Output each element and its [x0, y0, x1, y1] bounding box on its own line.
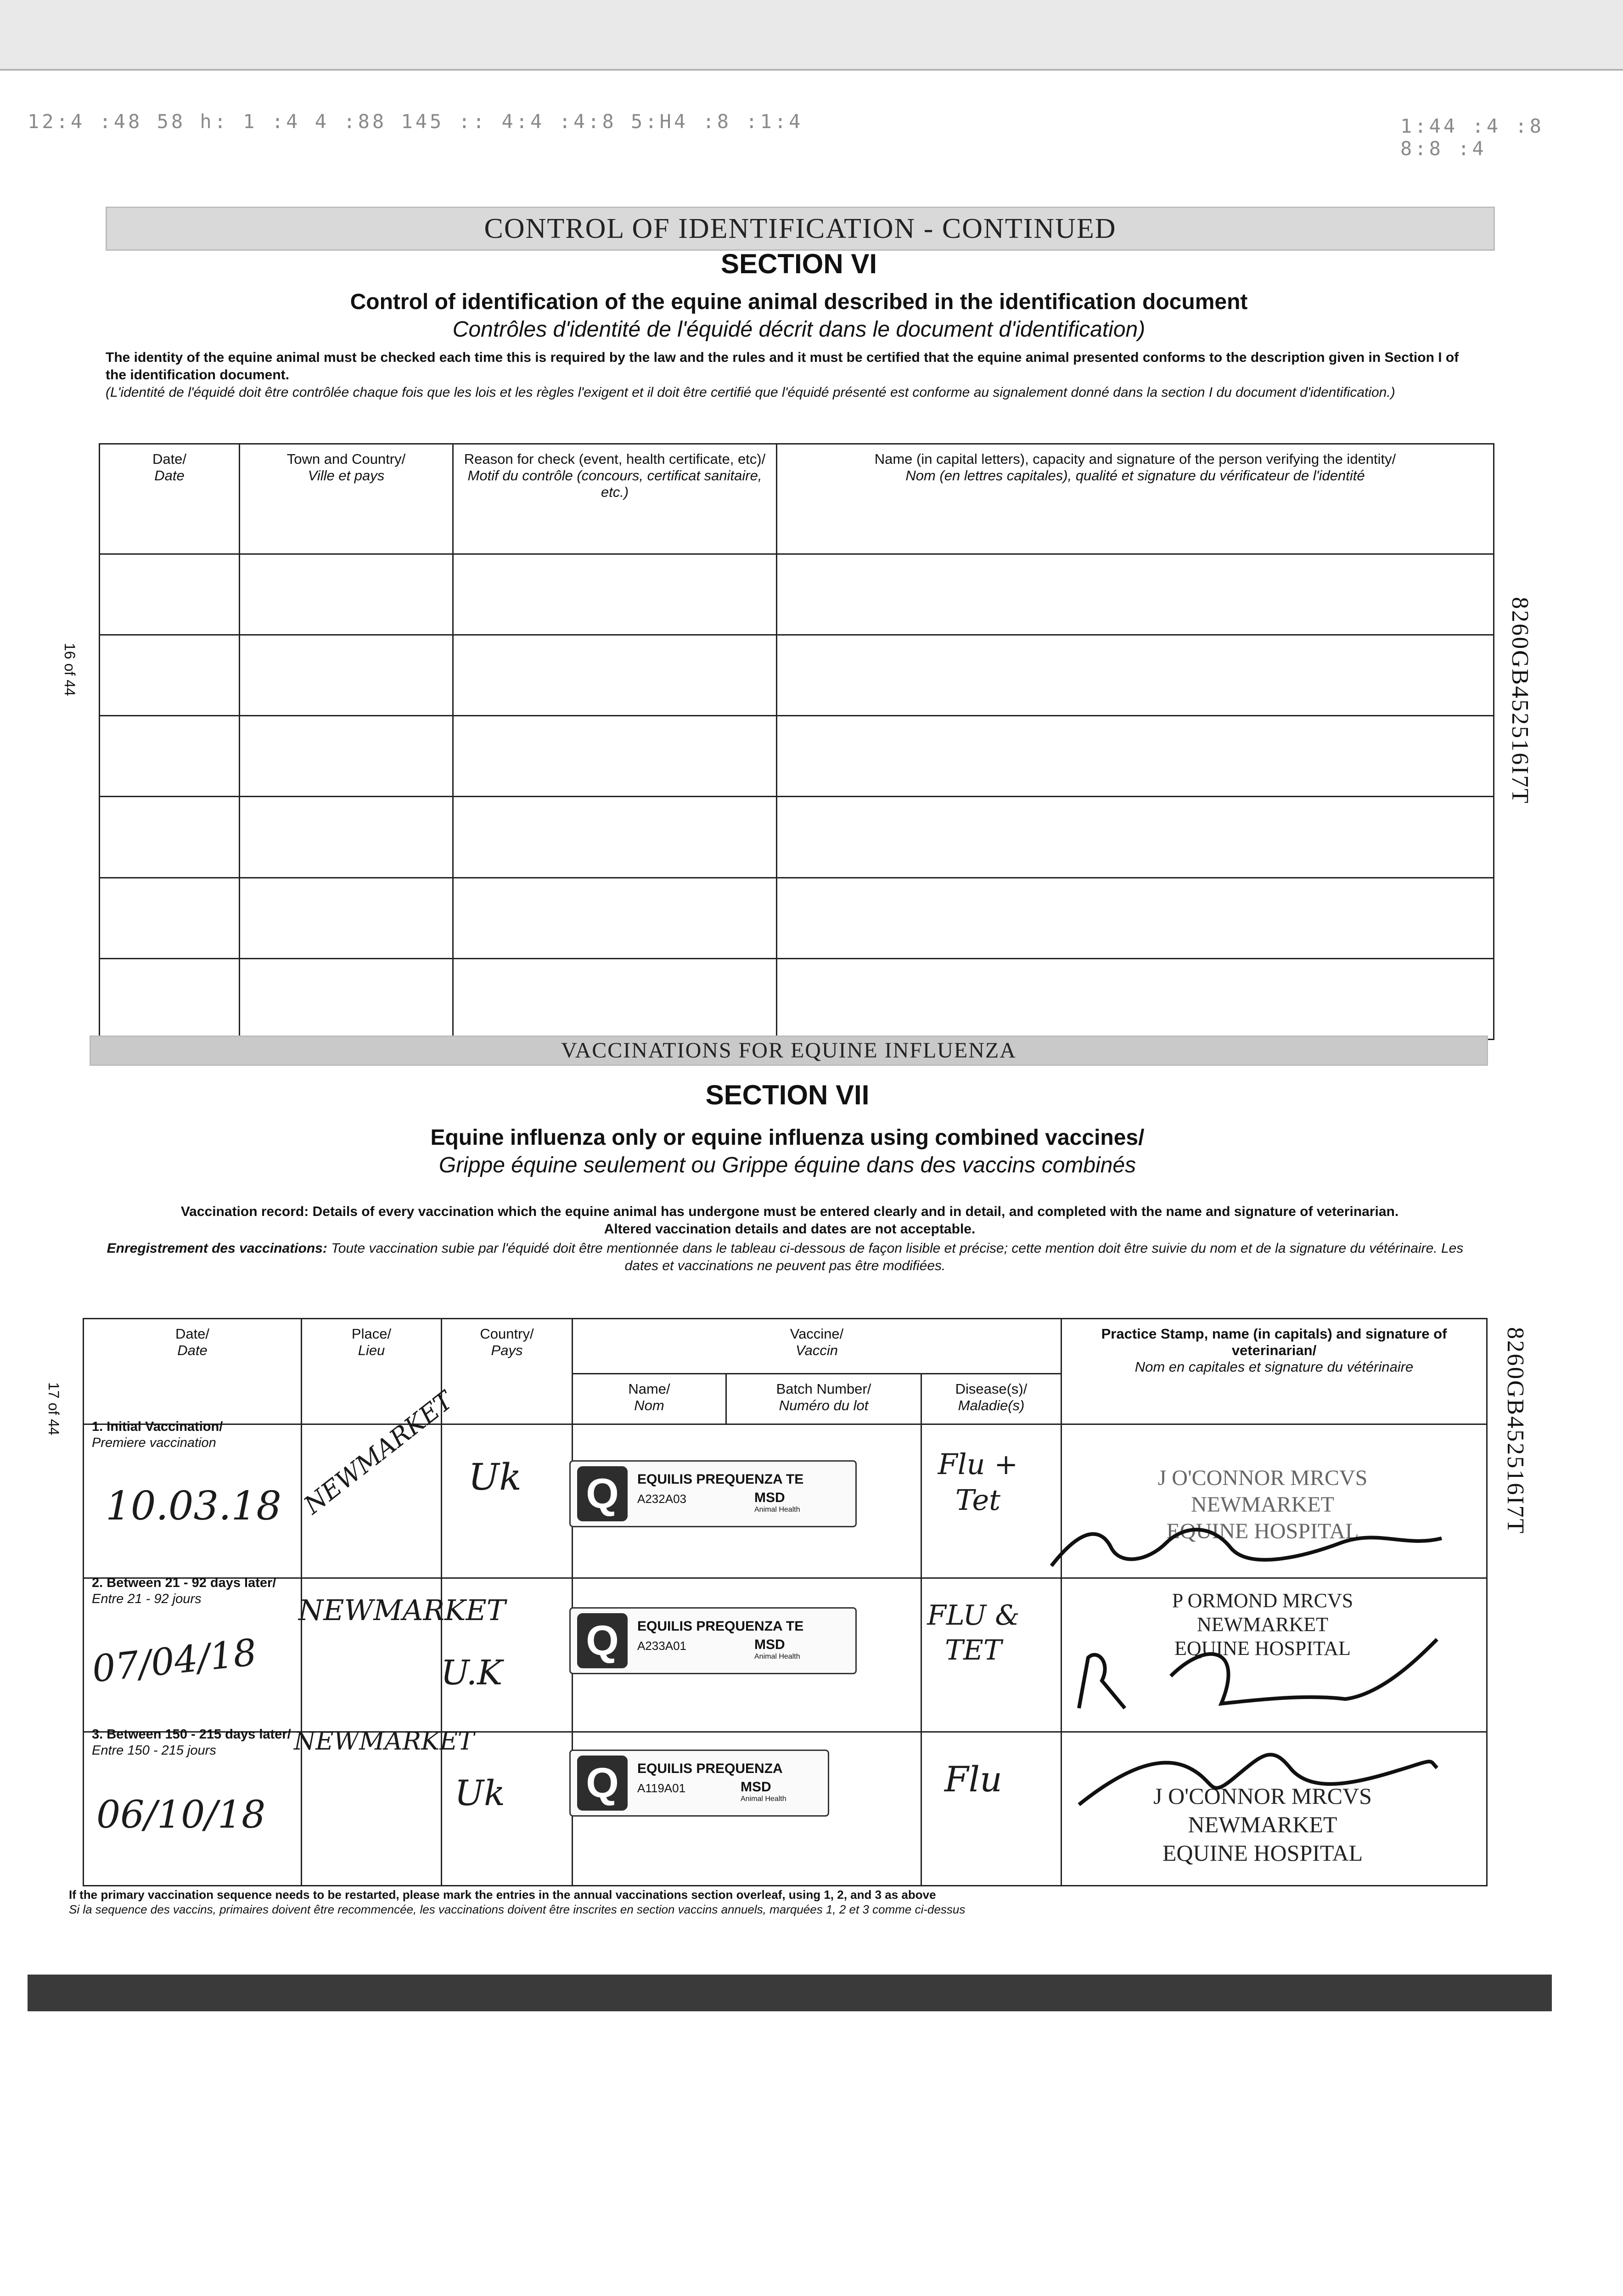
scan-bottom-band	[28, 1975, 1552, 2011]
section7-side-code: 8260GB452516I7T	[1502, 1327, 1528, 1535]
section6-title-fr: Contrôles d'identité de l'équidé décrit dans le document d'identification)	[452, 317, 1146, 342]
row3-place: NEWMARKET	[294, 1727, 474, 1756]
row1-place: NEWMARKET	[298, 1386, 459, 1520]
col-town-header: Town and Country/ Ville et pays	[240, 444, 453, 554]
vac-col-disease-header: Disease(s)/ Maladie(s)	[921, 1374, 1061, 1424]
row3-vaccine-name: EQUILIS PREQUENZA	[637, 1761, 783, 1776]
row2-stamp: P ORMOND MRCVS NEWMARKET EQUINE HOSPITAL	[1172, 1589, 1353, 1660]
section7-title: SECTION VII	[705, 1080, 870, 1110]
q-logo-icon: Q	[577, 1756, 628, 1811]
section7-record-en: Vaccination record: Details of every vaccination which the equine animal has undergone must be entered clearly and in detail, and completed with the name and signature of veterinarian. Altered vaccination details and dates are not acceptable.	[180, 1204, 1399, 1237]
row2-vaccine-label	[569, 1607, 857, 1674]
row3-label: 3. Between 150 - 215 days later/ Entre 150 - 215 jours	[92, 1727, 291, 1758]
row1-stamp: J O'CONNOR MRCVS NEWMARKET EQUINE HOSPITAL	[1157, 1466, 1368, 1543]
row3-country: Uk	[455, 1773, 505, 1813]
msd-logo-icon: MSD	[754, 1490, 785, 1505]
row1-label: 1. Initial Vaccination/ Premiere vaccination	[92, 1419, 223, 1450]
section7-page-number: 17 of 44	[45, 1382, 62, 1435]
table-row	[100, 797, 1494, 878]
row1-date: 10.03.18	[106, 1483, 281, 1529]
section7-title-en: Equine influenza only or equine influenza using combined vaccines/	[430, 1125, 1145, 1150]
vac-col-batch-header: Batch Number/ Numéro du lot	[726, 1374, 921, 1424]
row3-disease: Flu	[944, 1759, 1002, 1800]
section6-banner: CONTROL OF IDENTIFICATION - CONTINUED	[106, 207, 1495, 251]
col-date-header: Date/ Date	[100, 444, 240, 554]
row2-vaccine-name: EQUILIS PREQUENZA TE	[637, 1619, 804, 1634]
footer-note: If the primary vaccination sequence needs to be restarted, please mark the entries in the annual vaccinations section overleaf, using 1, 2, and 3 as above Si la sequence des vaccins, primaires doivent être recommencée, les vaccinations doivent être inscrites en section vaccins annuels, marquées 1, 2 et 3 comme ci-dessus	[69, 1888, 966, 1916]
scan-header-noise-right: 1:44 :4 :8 8:8 :4	[1400, 115, 1544, 160]
table-row	[100, 958, 1494, 1039]
msd-sub: Animal Health	[754, 1653, 800, 1660]
row1-vaccine-name: EQUILIS PREQUENZA TE	[637, 1472, 804, 1487]
col-reason-header: Reason for check (event, health certificate, etc)/ Motif du contrôle (concours, certificat sanitaire, etc.)	[453, 444, 777, 554]
section7-banner: VACCINATIONS FOR EQUINE INFLUENZA	[90, 1035, 1488, 1066]
row2-label: 2. Between 21 - 92 days later/ Entre 21 - 92 jours	[92, 1576, 276, 1606]
q-logo-icon: Q	[577, 1613, 628, 1668]
section6-side-code: 8260GB452516I7T	[1507, 597, 1533, 805]
section6-page-number: 16 of 44	[62, 643, 78, 696]
vac-col-place-header: Place/ Lieu	[302, 1319, 442, 1424]
section6-title: SECTION VI	[720, 248, 877, 279]
q-logo-icon: Q	[577, 1466, 628, 1521]
vac-col-name-header: Name/ Nom	[573, 1374, 726, 1424]
msd-sub: Animal Health	[754, 1506, 800, 1514]
section6-intro-fr: (L'identité de l'équidé doit être contrôlée chaque fois que les lois et les règles l'exigent et il doit être certifié que l'équidé présenté est conforme au signalement donné dans la section I du document d'identification.)	[106, 385, 1395, 400]
table-row	[100, 716, 1494, 797]
row1-country: Uk	[468, 1456, 522, 1498]
msd-logo-icon: MSD	[741, 1779, 771, 1795]
identification-check-table	[99, 443, 1494, 1040]
vac-col-country-header: Country/ Pays	[442, 1319, 573, 1424]
section6-title-en: Control of identification of the equine animal described in the identification document	[350, 290, 1248, 314]
row2-date: 07/04/18	[90, 1631, 259, 1691]
vac-col-stamp-header: Practice Stamp, name (in capitals) and signature of veterinarian/ Nom en capitales et signature du vétérinaire	[1061, 1319, 1487, 1424]
section7-record-fr: Enregistrement des vaccinations: Toute vaccination subie par l'équidé doit être mentionnée dans le tableau ci-dessous de façon lisible et précise; cette mention doit être suivie du nom et de la signature du vétérinaire. Les dates et vaccinations ne peuvent pas être modifiées.	[107, 1241, 1464, 1273]
row3-signature	[1070, 1740, 1446, 1814]
table-row	[100, 554, 1494, 635]
row3-batch: A119A01	[637, 1781, 686, 1795]
col-verifier-header: Name (in capital letters), capacity and signature of the person verifying the identity/ Nom (en lettres capitales), qualité et signature du vérificateur de l'identité	[777, 444, 1494, 554]
row3-vaccine-label	[569, 1750, 829, 1817]
msd-sub: Animal Health	[741, 1795, 786, 1803]
row1-signature	[1047, 1515, 1451, 1580]
table-row	[100, 635, 1494, 716]
msd-logo-icon: MSD	[754, 1637, 785, 1652]
section6-intro	[106, 349, 1483, 401]
scan-header-noise-left: 12:4 :48 58 h: 1 :4 4 :88 145 :: 4:4 :4:8 5:H4 :8 :1:4	[28, 110, 803, 133]
row2-signature	[1070, 1630, 1446, 1722]
row2-batch: A233A01	[637, 1639, 686, 1653]
table-row	[100, 878, 1494, 958]
row3-date: 06/10/18	[96, 1793, 266, 1837]
row1-disease: Flu + Tet	[938, 1447, 1018, 1517]
row1-batch: A232A03	[637, 1492, 686, 1506]
vac-col-date-header: Date/ Date	[84, 1319, 302, 1424]
row2-place: NEWMARKET	[298, 1593, 506, 1627]
row2-disease: FLU & TET	[927, 1599, 1020, 1666]
row2-country: U.K	[441, 1653, 503, 1693]
section6-intro-en: The identity of the equine animal must be checked each time this is required by the law and the rules and it must be certified that the equine animal presented conforms to the description given in Section I of the identification document.	[106, 350, 1459, 383]
row3-stamp: J O'CONNOR MRCVS NEWMARKET EQUINE HOSPITAL	[1153, 1783, 1372, 1866]
vac-col-vaccine-header: Vaccine/ Vaccin	[573, 1319, 1061, 1374]
scan-top-band	[0, 0, 1623, 71]
row1-vaccine-label	[569, 1460, 857, 1527]
section7-title-fr: Grippe équine seulement ou Grippe équine dans des vaccins combinés	[438, 1153, 1136, 1177]
